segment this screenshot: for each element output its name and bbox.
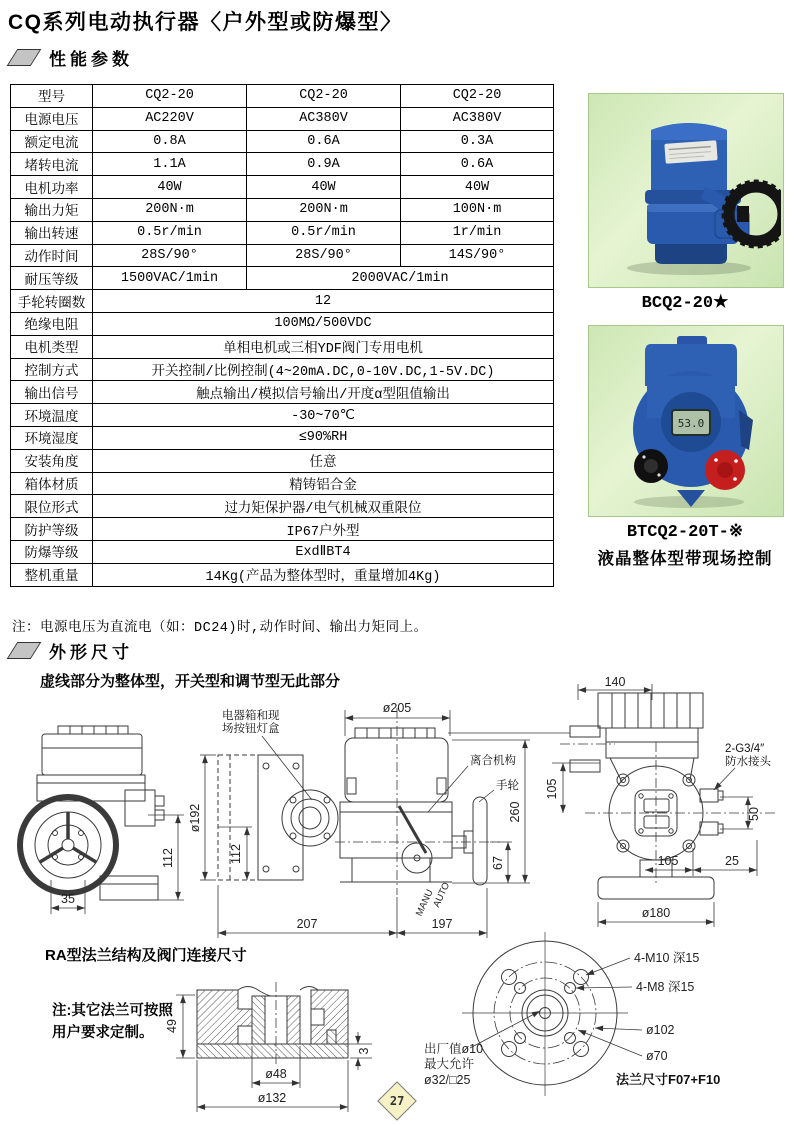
param-value: 1r/min <box>401 221 554 244</box>
top-view-drawing <box>552 684 775 927</box>
top-dim-180: ø180 <box>641 906 671 920</box>
param-value: 200N·m <box>247 198 401 221</box>
param-label: 环境湿度 <box>11 426 93 449</box>
table-row <box>11 176 554 199</box>
side-dim-67: 67 <box>491 856 505 870</box>
section-title: 外形尺寸 <box>49 643 133 662</box>
param-value: AC220V <box>93 107 247 130</box>
face-m10-label: 4-M10 深15 <box>634 951 700 965</box>
auto-label: AUTO <box>431 880 453 910</box>
factory-value-line3: ø32/□25 <box>424 1073 471 1087</box>
section-dim-132: ø132 <box>257 1091 287 1105</box>
page-title: CQ系列电动执行器〈户外型或防爆型〉 <box>8 11 403 34</box>
table-row <box>11 221 554 244</box>
parallelogram-icon <box>7 49 42 66</box>
section-dim-3: 3 <box>357 1047 371 1055</box>
section-dim-49: 49 <box>165 1019 179 1033</box>
param-value: 40W <box>93 176 247 199</box>
top-dim-25: 25 <box>725 854 739 868</box>
param-label: 控制方式 <box>11 358 93 381</box>
waterproof-connector-label-line1: 2-G3/4″ <box>725 743 765 755</box>
param-label: 绝缘电阻 <box>11 312 93 335</box>
side-dim-112: 112 <box>229 844 243 864</box>
param-value: 1500VAC/1min <box>93 267 247 290</box>
face-dim-102: ø102 <box>646 1023 675 1037</box>
param-value: 触点输出/模拟信号输出/开度α型阻值输出 <box>93 381 554 404</box>
front-view-drawing <box>20 726 184 914</box>
param-label: 电机类型 <box>11 335 93 358</box>
product-caption: BTCQ2-20T-※ <box>626 523 744 542</box>
product-photo-bcq2-20 <box>588 93 784 288</box>
electric-box-label-line1: 电器箱和现 <box>222 710 280 722</box>
table-row <box>11 244 554 267</box>
param-label: 输出信号 <box>11 381 93 404</box>
lcd-value: 53.0 <box>677 417 705 430</box>
table-row <box>11 198 554 221</box>
param-value: 200N·m <box>93 198 247 221</box>
table-row <box>11 335 554 358</box>
param-label: 输出力矩 <box>11 198 93 221</box>
dimensions-intro-note: 虚线部分为整体型，开关型和调节型无此部分 <box>40 673 341 690</box>
param-value: 40W <box>401 176 554 199</box>
section-title: 性能参数 <box>49 50 133 69</box>
param-label: 电机功率 <box>11 176 93 199</box>
param-value: 开关控制/比例控制(4~20mA.DC,0-10V.DC,1-5V.DC) <box>93 358 554 381</box>
side-dim-205: ø205 <box>382 701 412 715</box>
param-value: 40W <box>247 176 401 199</box>
front-dim-35: 35 <box>61 892 75 906</box>
param-label: 手轮转圈数 <box>11 290 93 313</box>
param-value: 28S/90° <box>247 244 401 267</box>
param-value: 0.5r/min <box>93 221 247 244</box>
param-value: 2000VAC/1min <box>247 267 554 290</box>
actuator-lcd-illustration <box>589 326 781 514</box>
param-value: 100MΩ/500VDC <box>93 312 554 335</box>
param-value: IP67户外型 <box>93 518 554 541</box>
param-label: 动作时间 <box>11 244 93 267</box>
side-dim-197: 197 <box>431 917 453 931</box>
param-label: 型号 <box>11 85 93 108</box>
param-value: ≤90%RH <box>93 426 554 449</box>
param-value: 100N·m <box>401 198 554 221</box>
section-dim-48: ø48 <box>265 1067 287 1081</box>
param-label: 防护等级 <box>11 518 93 541</box>
param-value: 0.6A <box>401 153 554 176</box>
param-label: 额定电流 <box>11 130 93 153</box>
side-dim-207: 207 <box>296 917 318 931</box>
param-value: 0.8A <box>93 130 247 153</box>
top-dim-105-left: 105 <box>545 778 559 800</box>
param-label: 堵转电流 <box>11 153 93 176</box>
table-footnote: 注：电源电压为直流电（如：DC24)时,动作时间、输出力矩同上。 <box>12 621 428 636</box>
param-value: 单相电机或三相YDF阀门专用电机 <box>93 335 554 358</box>
factory-value-line1: 出厂值ø10 <box>424 1042 484 1056</box>
flange-note-line2: 用户要求定制。 <box>52 1025 154 1042</box>
clutch-label: 离合机构 <box>470 755 516 767</box>
param-value: AC380V <box>247 107 401 130</box>
param-value: 14Kg(产品为整体型时，重量增加4Kg) <box>93 563 554 586</box>
top-dim-105-bottom: 105 <box>657 854 679 868</box>
table-row <box>11 426 554 449</box>
table-row <box>11 312 554 335</box>
param-value: 0.6A <box>247 130 401 153</box>
page-number: 27 <box>389 1093 405 1108</box>
table-row <box>11 358 554 381</box>
waterproof-connector-label-line2: 防水接头 <box>725 756 771 768</box>
table-row <box>11 404 554 427</box>
product-subcaption: 液晶整体型带现场控制 <box>597 550 773 568</box>
table-row <box>11 472 554 495</box>
param-label: 电源电压 <box>11 107 93 130</box>
table-row <box>11 85 554 108</box>
side-dim-192: ø192 <box>188 803 202 833</box>
table-row <box>11 449 554 472</box>
flange-note-line1: 注:其它法兰可按照 <box>52 1003 173 1019</box>
param-value: AC380V <box>401 107 554 130</box>
param-label: 限位形式 <box>11 495 93 518</box>
param-value: 0.9A <box>247 153 401 176</box>
param-label: 安装角度 <box>11 449 93 472</box>
param-value: 1.1A <box>93 153 247 176</box>
table-row <box>11 267 554 290</box>
param-value: -30~70℃ <box>93 404 554 427</box>
flange-size-label: 法兰尺寸F07+F10 <box>616 1072 721 1087</box>
param-label: 环境温度 <box>11 404 93 427</box>
product-photo-btcq2-20t <box>588 325 784 517</box>
flange-section-title: RA型法兰结构及阀门连接尺寸 <box>45 947 247 964</box>
table-row <box>11 381 554 404</box>
actuator-handwheel-illustration <box>589 94 781 285</box>
param-label: 防爆等级 <box>11 540 93 563</box>
param-value: CQ2-20 <box>247 85 401 108</box>
param-value: 12 <box>93 290 554 313</box>
param-label: 输出转速 <box>11 221 93 244</box>
section-header-performance <box>12 45 133 70</box>
electric-box-label-line2: 场按钮灯盒 <box>222 723 280 735</box>
param-value: 14S/90° <box>401 244 554 267</box>
table-row <box>11 130 554 153</box>
param-value: CQ2-20 <box>93 85 247 108</box>
manu-label: MANU <box>413 887 436 918</box>
product-caption: BCQ2-20★ <box>641 294 729 313</box>
outline-drawings <box>0 650 800 1125</box>
side-dim-260: 260 <box>508 801 522 823</box>
table-row <box>11 153 554 176</box>
factory-value-line2: 最大允许 <box>424 1057 475 1071</box>
flange-face-drawing <box>462 932 642 1096</box>
param-value: 过力矩保护器/电气机械双重限位 <box>93 495 554 518</box>
param-value: 0.5r/min <box>247 221 401 244</box>
param-label: 耐压等级 <box>11 267 93 290</box>
top-dim-140: 140 <box>604 675 626 689</box>
table-row <box>11 518 554 541</box>
param-label: 箱体材质 <box>11 472 93 495</box>
top-dim-50: 50 <box>747 807 761 821</box>
table-row <box>11 563 554 586</box>
handwheel-label: 手轮 <box>496 780 519 792</box>
param-value: 任意 <box>93 449 554 472</box>
face-dim-70: ø70 <box>646 1049 668 1063</box>
table-row <box>11 290 554 313</box>
front-dim-112: 112 <box>161 848 175 868</box>
performance-table <box>10 84 554 587</box>
param-value: ExdⅡBT4 <box>93 540 554 563</box>
param-value: 0.3A <box>401 130 554 153</box>
face-m8-label: 4-M8 深15 <box>636 980 695 994</box>
table-row <box>11 107 554 130</box>
table-row <box>11 540 554 563</box>
table-row <box>11 495 554 518</box>
param-value: 精铸铝合金 <box>93 472 554 495</box>
param-value: 28S/90° <box>93 244 247 267</box>
param-label: 整机重量 <box>11 563 93 586</box>
param-value: CQ2-20 <box>401 85 554 108</box>
